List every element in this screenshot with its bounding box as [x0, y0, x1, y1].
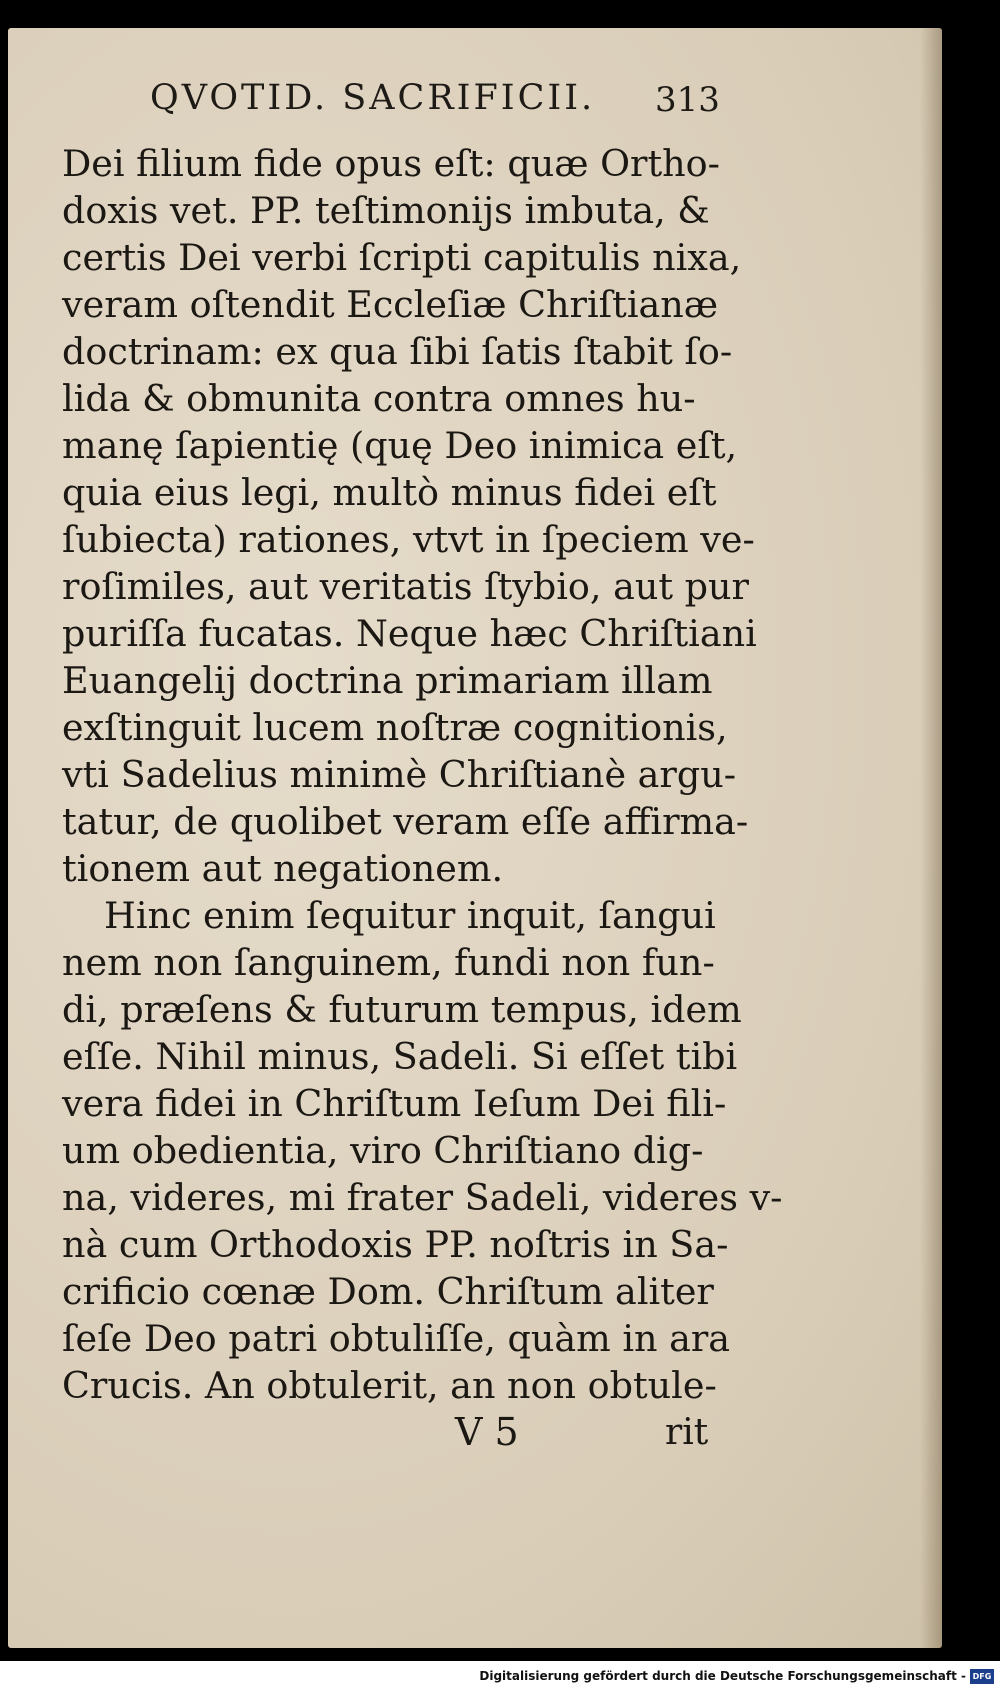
text-line: um obedientia, viro Chriſtiano dig- — [62, 1129, 704, 1172]
text-line: ſeſe Deo patri obtuliſſe, quàm in ara — [62, 1317, 731, 1360]
text-line: nem non ſanguinem, fundi non fun- — [62, 941, 715, 984]
text-line: roſimiles, aut veritatis ſtybio, aut pur — [62, 565, 749, 608]
catchword: rit — [665, 1412, 709, 1453]
page-number: 313 — [655, 80, 720, 120]
dfg-logo-icon: DFG — [970, 1669, 994, 1684]
text-line: quia eius legi, multò minus fidei eſt — [62, 471, 717, 514]
text-line: vera fidei in Chriſtum Ieſum Dei fili- — [62, 1082, 727, 1125]
text-line: di, præſens & futurum tempus, idem — [62, 988, 742, 1031]
text-line: lida & obmunita contra omnes hu- — [62, 377, 696, 420]
text-line: eſſe. Nihil minus, Sadeli. Si eſſet tibi — [62, 1035, 738, 1078]
signature-mark: V 5 — [455, 1410, 519, 1454]
text-line: exſtinguit lucem noſtræ cognitionis, — [62, 706, 728, 749]
body-text — [62, 140, 783, 1409]
text-line: Crucis. An obtulerit, an non obtule- — [62, 1364, 717, 1407]
text-line: puriſſa fucatas. Neque hæc Chriſtiani — [62, 612, 757, 655]
text-line: vti Sadelius minimè Chriſtianè argu- — [62, 753, 737, 796]
text-line: na, videres, mi frater Sadeli, videres v- — [62, 1176, 783, 1219]
text-line: manę ſapientię (quę Deo inimica eſt, — [62, 424, 738, 467]
text-line: veram oſtendit Eccleſiæ Chriſtianæ — [62, 283, 719, 326]
text-line: certis Dei verbi ſcripti capitulis nixa, — [62, 236, 742, 279]
text-line: nà cum Orthodoxis PP. noſtris in Sa- — [62, 1223, 729, 1266]
running-head: QVOTID. SACRIFICII. — [150, 78, 596, 118]
page-edge-shadow — [920, 28, 942, 1648]
text-line: Euangelij doctrina primariam illam — [62, 659, 713, 702]
text-line: ſubiecta) rationes, vtvt in ſpeciem ve- — [62, 518, 755, 561]
text-line: crificio cœnæ Dom. Chriſtum aliter — [62, 1270, 714, 1313]
funding-credit: Digitalisierung gefördert durch die Deutsche Forschungsgemeinschaft - — [479, 1669, 966, 1683]
text-line: doxis vet. PP. teſtimonijs imbuta, & — [62, 189, 710, 232]
text-line: Dei filium fide opus eſt: quæ Ortho- — [62, 142, 720, 185]
digitization-footer — [0, 1661, 1000, 1689]
text-line: tionem aut negationem. — [62, 847, 504, 890]
paragraph-start-line: Hinc enim ſequitur inquit, ſangui — [104, 894, 716, 937]
text-line: doctrinam: ex qua ſibi ſatis ſtabit ſo- — [62, 330, 733, 373]
text-line: tatur, de quolibet veram eſſe affirma- — [62, 800, 749, 843]
